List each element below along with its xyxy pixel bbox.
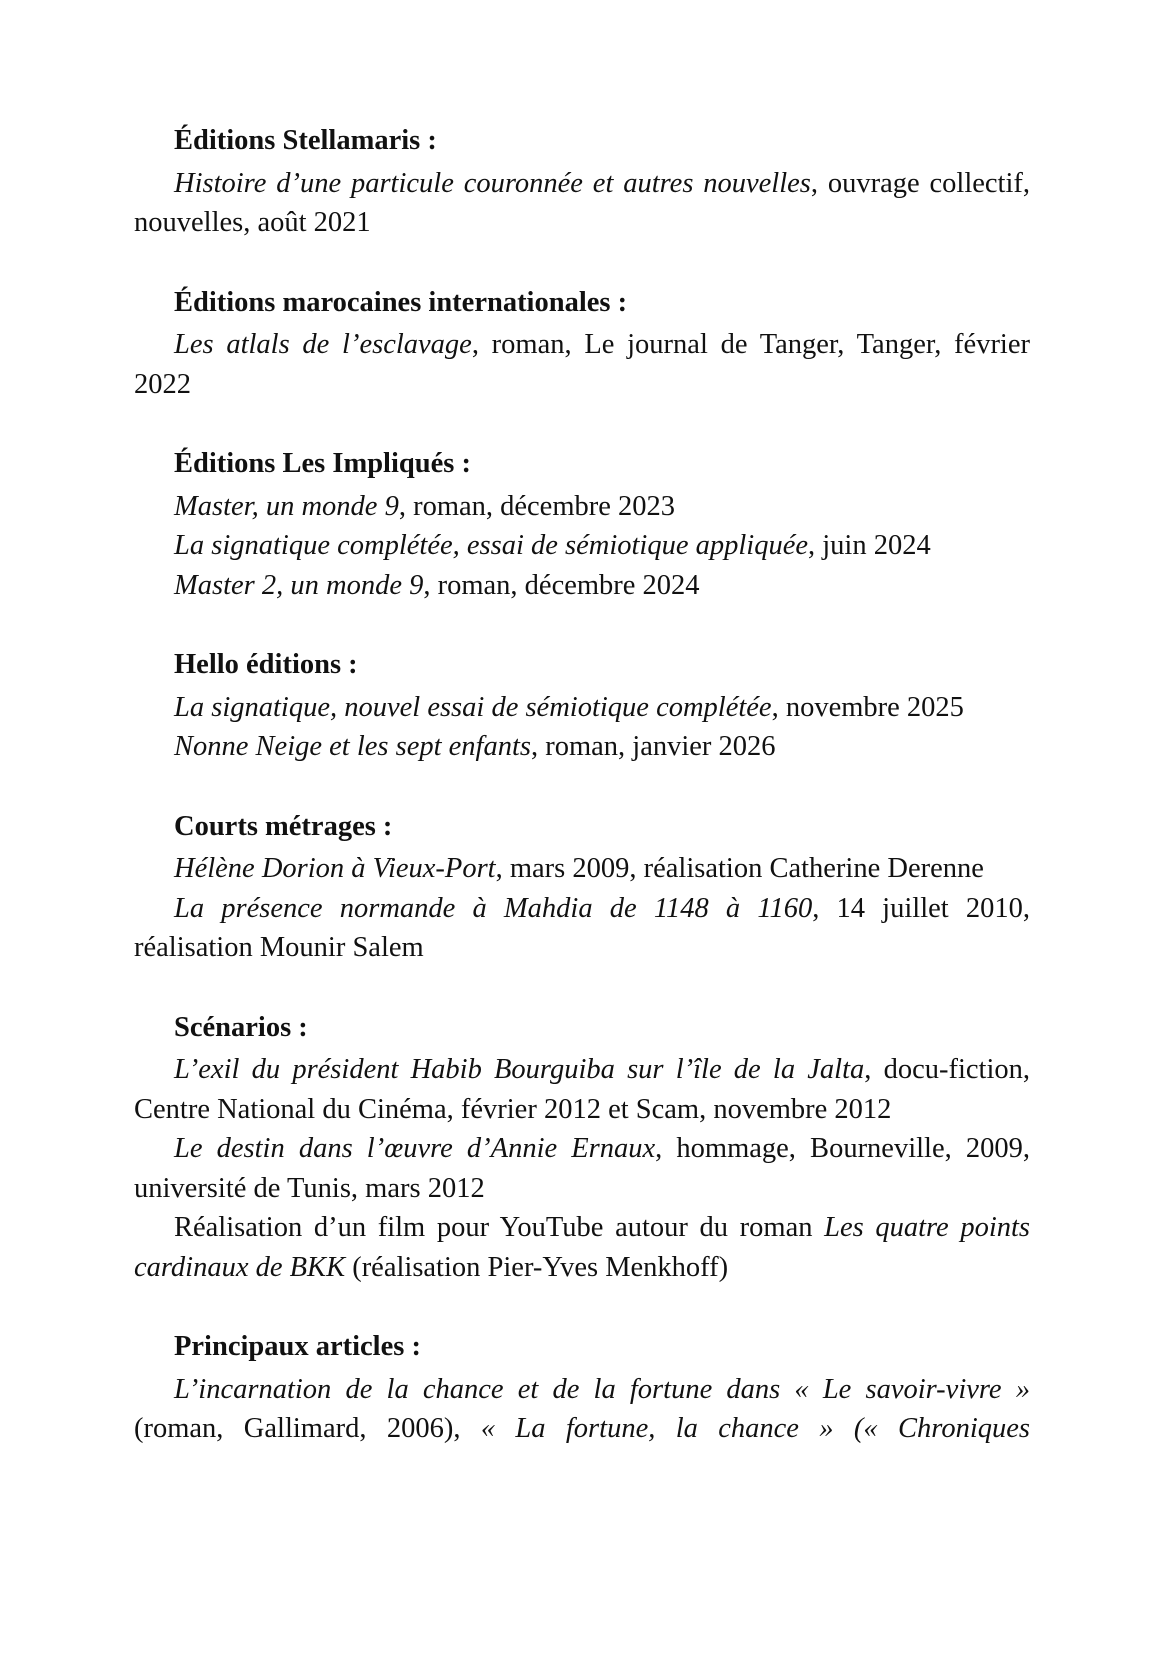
work-details: , roman, décembre 2023 (398, 490, 676, 522)
bibliography-entry (134, 487, 1030, 527)
work-title: Nonne Neige et les sept enfants (174, 731, 531, 762)
bibliography-entry (134, 1208, 1030, 1287)
work-details: (roman, Gallimard, 2006), (134, 1413, 481, 1444)
work-title: Les atlals de l’esclavage (174, 329, 472, 360)
section-principaux-articles (134, 1327, 1030, 1449)
section-heading: Courts métrages : (174, 810, 393, 842)
section-editions-les-impliques (134, 444, 1030, 605)
work-details: , juin 2024 (808, 530, 931, 561)
work-details: , docu-fiction, Centre National du Cinéma, février 2012 et Scam, novembre 2012 (134, 1054, 1030, 1125)
work-details: , roman, décembre 2024 (423, 569, 700, 601)
work-title: Les quatre points cardinaux de BKK (134, 1212, 1030, 1283)
work-title: La signatique complétée, essai de sémiotique appliquée (174, 530, 808, 561)
section-scenarios (134, 1008, 1030, 1288)
bibliography-entry (134, 849, 1030, 889)
work-title: Le destin dans l’œuvre d’Annie Ernaux (174, 1133, 656, 1164)
work-title: L’exil du président Habib Bourguiba sur l’île de la Jalta (174, 1054, 865, 1085)
work-details: , ouvrage collectif, nouvelles, août 2021 (134, 167, 1031, 238)
work-title: Master, un monde 9 (174, 490, 399, 522)
section-editions-stellamaris (134, 121, 1030, 243)
bibliography-entry (134, 566, 1030, 606)
work-intro: Réalisation d’un film pour YouTube autour du roman (174, 1212, 825, 1243)
work-details: , novembre 2025 (771, 691, 964, 723)
section-heading: Éditions Les Impliqués : (174, 448, 471, 479)
bibliography-entry (134, 325, 1030, 404)
section-hello-editions (134, 645, 1030, 767)
work-title: Hélène Dorion à Vieux-Port (174, 853, 496, 884)
bibliography-entry (134, 164, 1030, 243)
work-details: , roman, janvier 2026 (530, 731, 776, 762)
bibliography-entry (134, 889, 1030, 968)
bibliography-entry (134, 727, 1030, 767)
work-details: , 14 juillet 2010, réalisation Mounir Salem (134, 892, 1030, 963)
section-heading: Scénarios : (174, 1011, 308, 1043)
section-courts-metrages (134, 807, 1030, 968)
section-heading: Hello éditions : (174, 649, 358, 680)
work-details: , roman, Le journal de Tanger, Tanger, février 2022 (134, 329, 1030, 400)
work-details: (réalisation Pier-Yves Menkhoff) (345, 1251, 729, 1283)
work-title: L’incarnation de la chance et de la fortune dans « Le savoir-vivre » (174, 1373, 1030, 1405)
work-title: Histoire d’une particule couronnée et autres nouvelles (174, 167, 811, 199)
section-heading: Éditions Stellamaris : (174, 125, 437, 156)
work-title: Master 2, un monde 9 (174, 569, 424, 601)
section-editions-marocaines (134, 283, 1030, 405)
bibliography-entry (134, 526, 1030, 566)
bibliography-entry (134, 1370, 1030, 1449)
work-title: « La fortune, la chance » (« Chroniques (480, 1413, 1030, 1444)
section-heading: Éditions marocaines internationales : (174, 286, 628, 318)
work-details: , hommage, Bourneville, 2009, université de Tunis, mars 2012 (134, 1133, 1030, 1204)
bibliography-entry (134, 1129, 1030, 1208)
work-title: La signatique, nouvel essai de sémiotique complétée (174, 691, 772, 723)
work-title: La présence normande à Mahdia de 1148 à 1160 (174, 892, 813, 924)
bibliography-entry (134, 1050, 1030, 1129)
bibliography-entry (134, 688, 1030, 728)
work-details: , mars 2009, réalisation Catherine Derenne (495, 853, 984, 884)
section-heading: Principaux articles : (174, 1331, 421, 1362)
